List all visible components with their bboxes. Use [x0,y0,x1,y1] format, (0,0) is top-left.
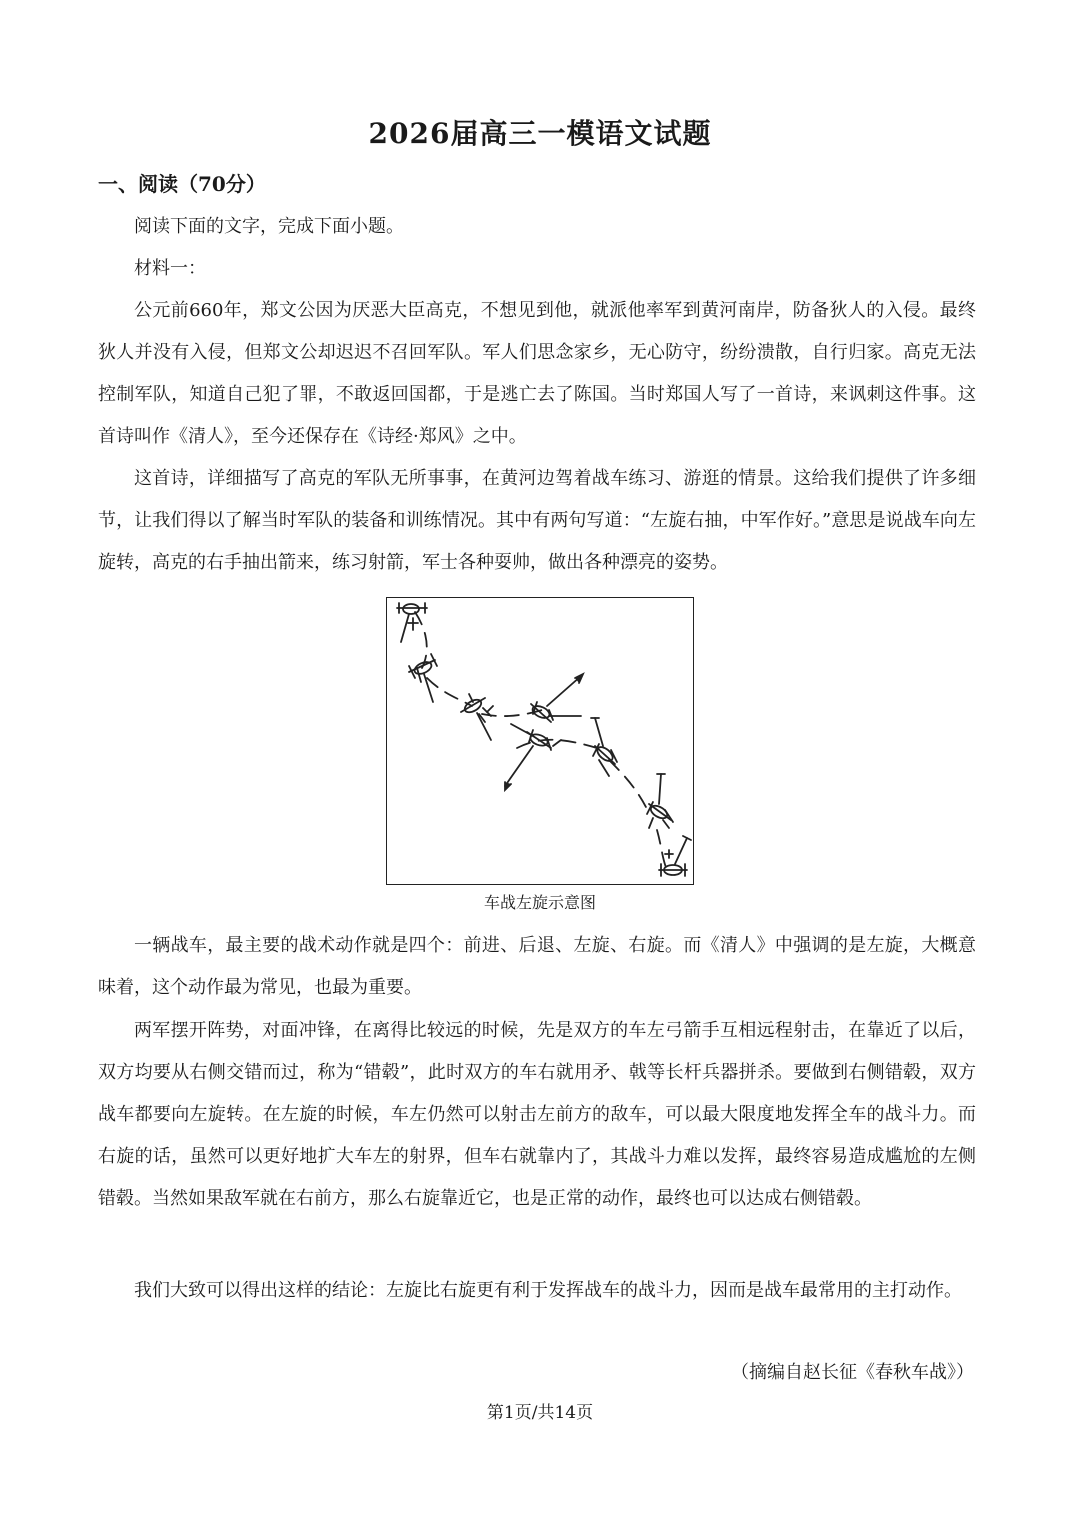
page-footer: 第1页/共14页 [486,1403,594,1423]
paragraph-2: 这首诗，详细描写了高克的军队无所事事，在黄河边驾着战车练习、游逛的情景。这给我们提供了许多细节，让我们得以了解当时军队的装备和训练情况。其中有两句写道：“左旋右抽，中军作好。”意思是说战车向左旋转，高克的右手抽出箭来，练习射箭，军士各种耍帅，做出各种漂亮的姿势。 [98,468,976,573]
source-citation: （摘编自赵长征《春秋车战》） [731,1362,974,1383]
page-title: 2026届高三一模语文试题 [368,117,712,150]
paragraph-4: 两军摆开阵势，对面冲锋，在离得比较远的时候，先是双方的车左弓箭手互相远程射击，在靠近了以后，双方均要从右侧交错而过，称为“错毂”，此时双方的车右就用矛、戟等长杆兵器拼杀。要做到右侧错毂，双方战车都要向左旋转。在左旋的时候，车左仍然可以射击左前方的敌车，可以最大限度地发挥全车的战斗力。而右旋的话，虽然可以更好地扩大车左的射界，但车右就靠内了，其战斗力难以发挥，最终容易造成尴尬的左侧错毂。当然如果敌军就在右前方，那么右旋靠近它，也是正常的动作，最终也可以达成右侧错毂。 [98,1020,976,1209]
section-heading: 一、阅读（70分） [98,172,266,196]
chariot-mark [397,603,427,642]
instruction-text: 阅读下面的文字，完成下面小题。 [134,216,404,237]
paragraph-3: 一辆战车，最主要的战术动作就是四个：前进、后退、左旋、右旋。而《清人》中强调的是左旋，大概意味着，这个动作最为常见，也最为重要。 [98,935,976,998]
paragraph-5: 我们大致可以得出这样的结论：左旋比右旋更有利于发挥战车的战斗力，因而是战车最常用的主打动作。 [134,1280,962,1301]
chariot-left-turn-diagram [386,597,694,885]
material-label: 材料一： [134,258,206,279]
paragraph-1: 公元前660年，郑文公因为厌恶大臣高克，不想见到他，就派他率军到黄河南岸，防备狄人的入侵。最终狄人并没有入侵，但郑文公却迟迟不召回军队。军人们思念家乡，无心防守，纷纷溃散，自行归家。高克无法控制军队，知道自己犯了罪，不敢返回国都，于是逃亡去了陈国。当时郑国人写了一首诗，来讽刺这件事。这首诗叫作《清人》，至今还保存在《诗经·郑风》之中。 [98,300,976,447]
figure-caption: 车战左旋示意图 [483,893,596,912]
